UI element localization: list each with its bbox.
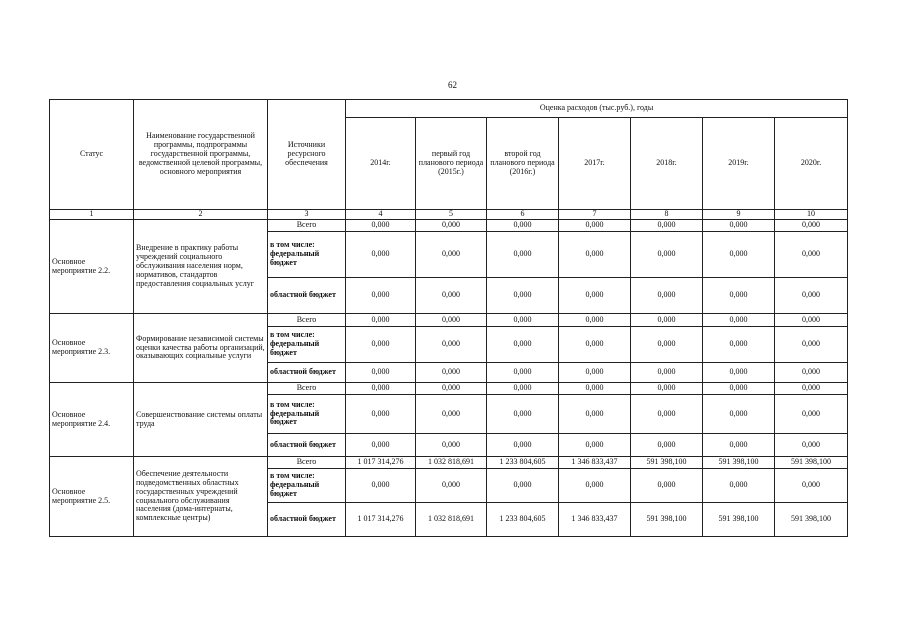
amount-cell: 0,000 (631, 220, 703, 232)
amount-cell: 0,000 (346, 434, 416, 457)
amount-cell: 0,000 (416, 469, 487, 503)
amount-cell: 1 017 314,276 (346, 457, 416, 469)
funding-source-cell: в том числе: федеральный бюджет (268, 327, 346, 363)
column-number: 3 (268, 210, 346, 220)
header-year: первый год планового периода (2015г.) (416, 118, 487, 210)
column-number: 2 (134, 210, 268, 220)
amount-cell: 591 398,100 (631, 503, 703, 537)
column-number: 7 (559, 210, 631, 220)
amount-cell: 0,000 (775, 327, 848, 363)
funding-source-cell: Всего (268, 383, 346, 395)
funding-source-cell: в том числе: федеральный бюджет (268, 469, 346, 503)
amount-cell: 0,000 (703, 220, 775, 232)
amount-cell: 591 398,100 (631, 457, 703, 469)
amount-cell: 0,000 (416, 434, 487, 457)
amount-cell: 0,000 (631, 395, 703, 434)
amount-cell: 0,000 (775, 232, 848, 278)
amount-cell: 0,000 (346, 327, 416, 363)
amount-cell: 1 346 833,437 (559, 457, 631, 469)
amount-cell: 0,000 (703, 363, 775, 383)
amount-cell: 0,000 (775, 395, 848, 434)
amount-cell: 0,000 (631, 363, 703, 383)
funding-source-cell: областной бюджет (268, 434, 346, 457)
amount-cell: 0,000 (703, 232, 775, 278)
table-header (50, 100, 848, 220)
amount-cell: 1 346 833,437 (559, 503, 631, 537)
amount-cell: 0,000 (416, 220, 487, 232)
amount-cell: 1 032 818,691 (416, 457, 487, 469)
status-cell: Основное мероприятие 2.2. (50, 220, 134, 314)
header-year: 2020г. (775, 118, 848, 210)
amount-cell: 0,000 (631, 232, 703, 278)
amount-cell: 0,000 (487, 314, 559, 327)
funding-source-cell: областной бюджет (268, 363, 346, 383)
amount-cell: 0,000 (703, 395, 775, 434)
header-year: 2018г. (631, 118, 703, 210)
column-number: 1 (50, 210, 134, 220)
amount-cell: 0,000 (416, 395, 487, 434)
amount-cell: 0,000 (559, 383, 631, 395)
status-cell: Основное мероприятие 2.5. (50, 457, 134, 537)
amount-cell: 0,000 (775, 434, 848, 457)
table-row (50, 457, 848, 469)
header-sources: Источники ресурсного обеспечения (268, 100, 346, 210)
header-year: 2019г. (703, 118, 775, 210)
amount-cell: 1 032 818,691 (416, 503, 487, 537)
page-number: 62 (448, 80, 457, 90)
funding-source-cell: Всего (268, 314, 346, 327)
funding-source-cell: Всего (268, 457, 346, 469)
table-row (50, 220, 848, 232)
column-number: 8 (631, 210, 703, 220)
amount-cell: 591 398,100 (775, 457, 848, 469)
header-estimate: Оценка расходов (тыс.руб.), годы (346, 100, 848, 118)
amount-cell: 0,000 (487, 469, 559, 503)
amount-cell: 0,000 (559, 278, 631, 314)
amount-cell: 0,000 (559, 395, 631, 434)
amount-cell: 0,000 (703, 383, 775, 395)
column-number: 10 (775, 210, 848, 220)
amount-cell: 0,000 (631, 327, 703, 363)
amount-cell: 0,000 (559, 232, 631, 278)
amount-cell: 0,000 (775, 469, 848, 503)
amount-cell: 0,000 (559, 314, 631, 327)
amount-cell: 0,000 (487, 232, 559, 278)
amount-cell: 0,000 (416, 278, 487, 314)
header-name: Наименование государственной программы, подпрограммы государственной программы, ведомственной целевой программы, основного мероприятия (134, 100, 268, 210)
header-year: второй год планового периода (2016г.) (487, 118, 559, 210)
amount-cell: 0,000 (346, 395, 416, 434)
table-body (50, 220, 848, 537)
amount-cell: 0,000 (487, 383, 559, 395)
funding-source-cell: в том числе: федеральный бюджет (268, 395, 346, 434)
funding-source-cell: в том числе: федеральный бюджет (268, 232, 346, 278)
header-year: 2014г. (346, 118, 416, 210)
amount-cell: 1 233 804,605 (487, 503, 559, 537)
amount-cell: 0,000 (487, 395, 559, 434)
amount-cell: 0,000 (631, 278, 703, 314)
budget-table (49, 99, 848, 537)
activity-name-cell: Совершенствование системы оплаты труда (134, 383, 268, 457)
amount-cell: 0,000 (346, 220, 416, 232)
amount-cell: 0,000 (416, 327, 487, 363)
funding-source-cell: областной бюджет (268, 503, 346, 537)
amount-cell: 0,000 (487, 220, 559, 232)
column-number: 5 (416, 210, 487, 220)
amount-cell: 0,000 (703, 278, 775, 314)
column-number: 4 (346, 210, 416, 220)
header-row-1 (50, 100, 848, 118)
column-number: 9 (703, 210, 775, 220)
funding-source-cell: Всего (268, 220, 346, 232)
amount-cell: 0,000 (416, 232, 487, 278)
amount-cell: 0,000 (487, 363, 559, 383)
amount-cell: 0,000 (775, 314, 848, 327)
amount-cell: 0,000 (703, 469, 775, 503)
amount-cell: 0,000 (703, 434, 775, 457)
amount-cell: 0,000 (346, 469, 416, 503)
amount-cell: 0,000 (559, 469, 631, 503)
amount-cell: 0,000 (703, 314, 775, 327)
amount-cell: 0,000 (559, 434, 631, 457)
amount-cell: 0,000 (703, 327, 775, 363)
activity-name-cell: Обеспечение деятельности подведомственных областных государственных учреждений социального обслуживания населения (дома-интернаты, комплексные центры) (134, 457, 268, 537)
amount-cell: 1 233 804,605 (487, 457, 559, 469)
amount-cell: 0,000 (559, 327, 631, 363)
funding-source-cell: областной бюджет (268, 278, 346, 314)
amount-cell: 0,000 (416, 363, 487, 383)
table-row (50, 314, 848, 327)
amount-cell: 0,000 (631, 314, 703, 327)
header-status: Статус (50, 100, 134, 210)
amount-cell: 591 398,100 (703, 457, 775, 469)
activity-name-cell: Внедрение в практику работы учреждений социального обслуживания населения норм, нормативов, стандартов предоставления социальных услуг (134, 220, 268, 314)
status-cell: Основное мероприятие 2.3. (50, 314, 134, 383)
amount-cell: 0,000 (416, 314, 487, 327)
amount-cell: 0,000 (346, 232, 416, 278)
column-number-row (50, 210, 848, 220)
status-cell: Основное мероприятие 2.4. (50, 383, 134, 457)
amount-cell: 0,000 (346, 383, 416, 395)
amount-cell: 0,000 (631, 383, 703, 395)
amount-cell: 0,000 (631, 434, 703, 457)
amount-cell: 0,000 (559, 220, 631, 232)
amount-cell: 0,000 (775, 220, 848, 232)
header-year: 2017г. (559, 118, 631, 210)
amount-cell: 591 398,100 (775, 503, 848, 537)
amount-cell: 0,000 (487, 327, 559, 363)
activity-name-cell: Формирование независимой системы оценки качества работы организаций, оказывающих социальные услуги (134, 314, 268, 383)
column-number: 6 (487, 210, 559, 220)
amount-cell: 1 017 314,276 (346, 503, 416, 537)
amount-cell: 0,000 (775, 363, 848, 383)
amount-cell: 0,000 (487, 278, 559, 314)
amount-cell: 0,000 (775, 278, 848, 314)
table-row (50, 383, 848, 395)
amount-cell: 0,000 (487, 434, 559, 457)
amount-cell: 591 398,100 (703, 503, 775, 537)
amount-cell: 0,000 (775, 383, 848, 395)
amount-cell: 0,000 (416, 383, 487, 395)
amount-cell: 0,000 (559, 363, 631, 383)
amount-cell: 0,000 (346, 314, 416, 327)
amount-cell: 0,000 (631, 469, 703, 503)
amount-cell: 0,000 (346, 278, 416, 314)
amount-cell: 0,000 (346, 363, 416, 383)
